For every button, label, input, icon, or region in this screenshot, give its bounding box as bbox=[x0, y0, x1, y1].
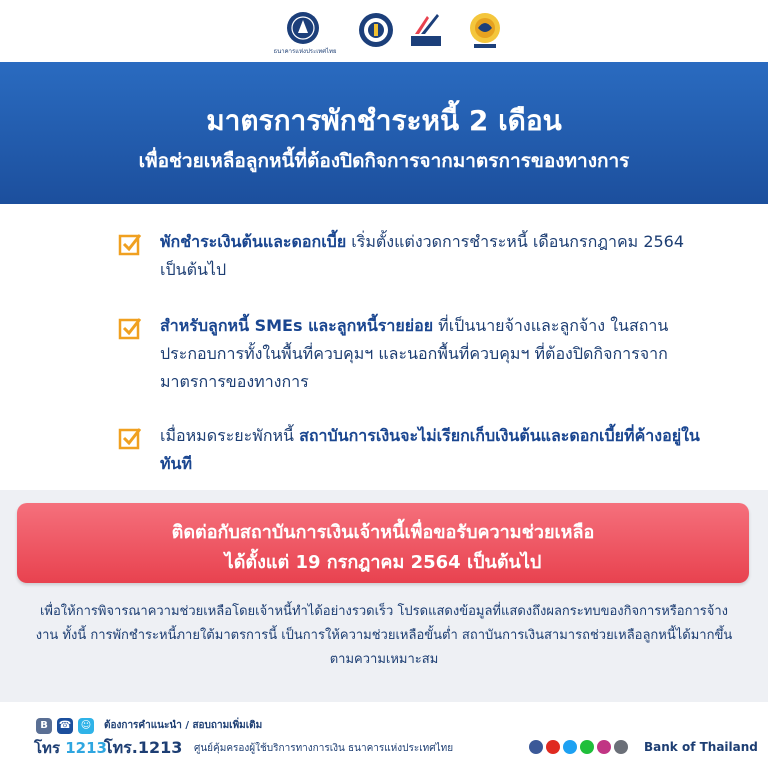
page-title: มาตรการพักชำระหนี้ 2 เดือน bbox=[206, 104, 562, 137]
list-item-body: เมื่อหมดระยะพักหนี้ bbox=[160, 426, 300, 445]
list-item-bold: สำหรับลูกหนี้ SMEs และลูกหนี้รายย่อย bbox=[160, 316, 434, 335]
list-item-text bbox=[160, 312, 720, 396]
list-item-bold: สถาบันการเงินจะไม่เรียกเก็บเงินต้นและดอกเบี้ยที่ค้างอยู่ในทันที bbox=[160, 426, 700, 473]
hotline-prefix: โทร bbox=[34, 739, 61, 757]
twitter-icon[interactable] bbox=[563, 740, 577, 754]
list-item-text bbox=[160, 422, 720, 478]
footer-center: ศูนย์คุ้มครองผู้ใช้บริการทางการเงิน ธนาคารแห่งประเทศไทย bbox=[194, 743, 454, 754]
list-item-text bbox=[160, 228, 720, 284]
banner-line-1: ติดต่อกับสถาบันการเงินเจ้าหนี้เพื่อขอรับความช่วยเหลือ bbox=[171, 522, 595, 543]
line-icon[interactable] bbox=[580, 740, 594, 754]
smile-icon: ☺ bbox=[78, 718, 94, 734]
list-item-body: เริ่มตั้งแต่งวดการชำระหนี้ เดือนกรกฎาคม 2564 เป็นต้นไป bbox=[160, 232, 685, 279]
logo-3 bbox=[407, 10, 445, 50]
list-item bbox=[118, 422, 718, 482]
facebook-icon[interactable] bbox=[529, 740, 543, 754]
youtube-icon[interactable] bbox=[546, 740, 560, 754]
bitcoin-icon: B bbox=[36, 718, 52, 734]
phone-icon: ☎ bbox=[57, 718, 73, 734]
logo-caption: ธนาคารแห่งประเทศไทย bbox=[273, 48, 337, 55]
instagram-icon[interactable] bbox=[597, 740, 611, 754]
tbs-gfa-logo bbox=[466, 10, 504, 50]
banner-line-2: ได้ตั้งแต่ 19 กรกฎาคม 2564 เป็นต้นไป bbox=[224, 552, 542, 573]
list-item bbox=[118, 228, 718, 288]
hotline-number: 1213 bbox=[65, 739, 107, 757]
brand-name: Bank of Thailand bbox=[644, 740, 758, 754]
list-item-body: ที่เป็นนายจ้างและลูกจ้าง ในสถานประกอบการทั้งในพื้นที่ควบคุมฯ และนอกพื้นที่ควบคุมฯ ที่ต้องปิดกิจการจากมาตรการของทางการ bbox=[160, 316, 669, 391]
footer-inquiry: ต้องการคำแนะนำ / สอบถามเพิ่มเติม bbox=[104, 720, 263, 731]
web-icon[interactable] bbox=[614, 740, 628, 754]
hotline-logo bbox=[34, 736, 107, 760]
checkbox-icon bbox=[118, 426, 142, 450]
checkbox-icon bbox=[118, 316, 142, 340]
hotline-big[interactable]: โทร.1213 bbox=[104, 738, 183, 757]
checkbox-icon bbox=[118, 232, 142, 256]
bank-of-thailand-logo bbox=[284, 10, 322, 50]
list-item-bold: พักชำระเงินต้นและดอกเบี้ย bbox=[160, 232, 347, 251]
page-subtitle: เพื่อช่วยเหลือลูกหนี้ที่ต้องปิดกิจการจากมาตรการของทางการ bbox=[138, 150, 630, 172]
list-item bbox=[118, 312, 718, 402]
logo-2 bbox=[357, 10, 395, 50]
note-text: เพื่อให้การพิจารณาความช่วยเหลือโดยเจ้าหนี้ทำได้อย่างรวดเร็ว โปรดแสดงข้อมูลที่แสดงถึงผลกระทบของกิจการหรือการจ้างงาน ทั้งนี้ การพักชำระหนี้ภายใต้มาตรการนี้ เป็นการให้ความช่วยเหลือขั้นต่ำ สถาบันการเงินสามารถช่วยเหลือลูกหนี้ได้มากขึ้นตามความเหมาะสม bbox=[35, 604, 733, 667]
